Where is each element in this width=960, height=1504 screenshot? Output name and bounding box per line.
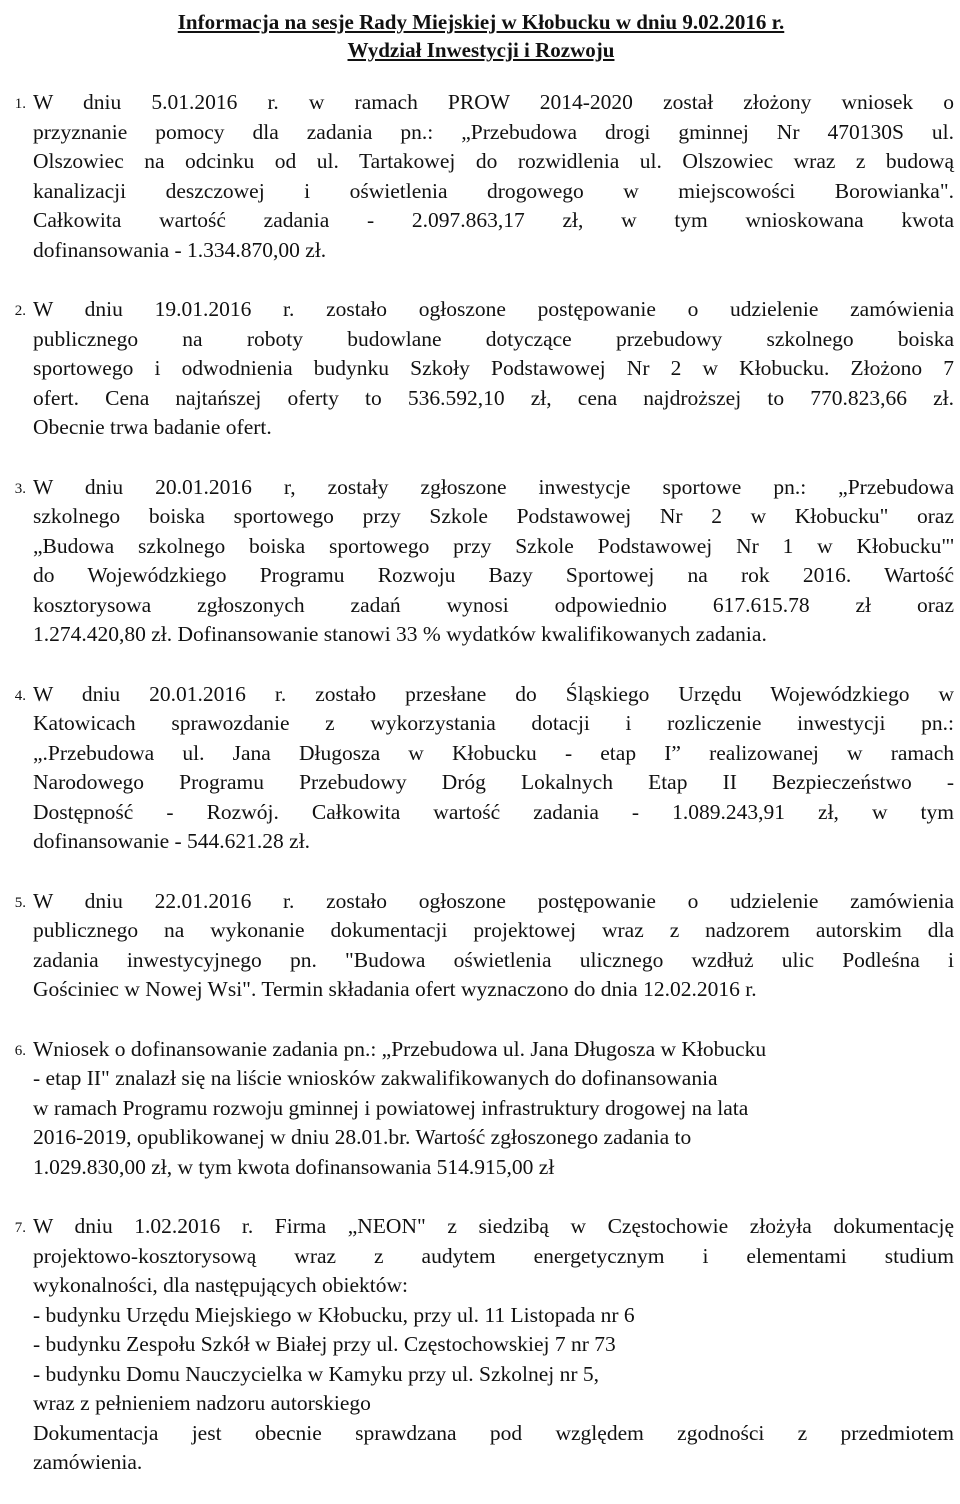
- item-line: Całkowita wartość zadania - 2.097.863,17 zł, w tym wnioskowana kwota: [33, 208, 954, 232]
- item-line: W dniu 5.01.2016 r. w ramach PROW 2014-2020 został złożony wniosek o: [33, 90, 954, 114]
- item-line: sportowego i odwodnienia budynku Szkoły Podstawowej Nr 2 w Kłobucku. Złożono 7: [33, 356, 954, 380]
- item-line: W dniu 20.01.2016 r, zostały zgłoszone inwestycje sportowe pn.: „Przebudowa: [33, 474, 954, 499]
- item-line: Dokumentacja jest obecnie sprawdzana pod względem zgodności z przedmiotem: [33, 1420, 954, 1445]
- item-number: 4.: [14, 687, 26, 704]
- item-line: - budynku Zespołu Szkół w Białej przy ul. Częstochowskiej 7 nr 73: [33, 1332, 616, 1356]
- item-line: do Wojewódzkiego Programu Rozwoju Bazy Sportowej na rok 2016. Wartość: [33, 563, 954, 587]
- document-heading: [71, 8, 891, 64]
- item-line: „Budowa szkolnego boiska sportowego przy Szkole Podstawowej Nr 1 w Kłobucku"': [33, 533, 954, 558]
- list-item: [14, 1212, 954, 1478]
- item-line: Katowicach sprawozdanie z wykorzystania dotacji i rozliczenie inwestycji pn.:: [33, 711, 954, 735]
- item-line: Wniosek o dofinansowanie zadania pn.: „Przebudowa ul. Jana Długosza w Kłobucku: [33, 1036, 767, 1061]
- item-line: Obecnie trwa badanie ofert.: [33, 415, 272, 439]
- item-line: projektowo-kosztorysową wraz z audytem energetycznym i elementami studium: [33, 1243, 954, 1268]
- item-line: W dniu 22.01.2016 r. zostało ogłoszone postępowanie o udzielenie zamówienia: [33, 888, 954, 913]
- item-line: W dniu 19.01.2016 r. zostało ogłoszone postępowanie o udzielenie zamówienia: [33, 297, 954, 321]
- list-item: [14, 473, 954, 650]
- item-line: 1.274.420,80 zł. Dofinansowanie stanowi 33 % wydatków kwalifikowanych zadania.: [33, 622, 767, 646]
- item-line: - budynku Urzędu Miejskiego w Kłobucku, przy ul. 11 Listopada nr 6: [33, 1302, 635, 1327]
- item-line: publicznego na wykonanie dokumentacji projektowej wraz z nadzorem autorskim dla: [33, 918, 954, 942]
- item-line: zamówienia.: [33, 1450, 143, 1474]
- item-line: 1.029.830,00 zł, w tym kwota dofinansowania 514.915,00 zł: [33, 1154, 555, 1179]
- item-line: W dniu 1.02.2016 r. Firma „NEON" z siedzibą w Częstochowie złożyła dokumentację: [33, 1214, 954, 1238]
- items-list: [14, 88, 954, 1478]
- item-line: kanalizacji deszczowej i oświetlenia drogowego w miejscowości Borowianka".: [33, 178, 954, 203]
- item-line: wykonalności, dla następujących obiektów:: [33, 1273, 408, 1297]
- item-number: 1.: [14, 96, 26, 112]
- list-item: [14, 680, 954, 857]
- list-item: [14, 88, 954, 265]
- document-subtitle: Wydział Inwestycji i Rozwoju: [347, 38, 615, 62]
- item-line: dofinansowania - 1.334.870,00 zł.: [33, 237, 327, 262]
- list-item: [14, 1035, 954, 1183]
- item-line: wraz z pełnieniem nadzoru autorskiego: [33, 1391, 371, 1415]
- item-number: 5.: [14, 894, 26, 911]
- document-title: Informacja na sesje Rady Miejskiej w Kłobucku w dniu 9.02.2016 r.: [177, 10, 785, 34]
- item-line: ofert. Cena najtańszej oferty to 536.592,10 zł, cena najdroższej to 770.823,66 zł.: [33, 385, 954, 410]
- item-line: 2016-2019, opublikowanej w dniu 28.01.br. Wartość zgłoszonego zadania to: [33, 1125, 692, 1149]
- item-line: szkolnego boiska sportowego przy Szkole Podstawowej Nr 2 w Kłobucku" oraz: [33, 504, 954, 528]
- item-line: przyznanie pomocy dla zadania pn.: „Przebudowa drogi gminnej Nr 470130S ul.: [33, 119, 954, 144]
- item-number: 7.: [14, 1220, 26, 1236]
- item-line: „.Przebudowa ul. Jana Długosza w Kłobucku - etap I” realizowanej w ramach: [33, 740, 954, 765]
- list-item: [14, 295, 954, 443]
- item-line: Dostępność - Rozwój. Całkowita wartość zadania - 1.089.243,91 zł, w tym: [33, 799, 954, 824]
- item-line: Olszowiec na odcinku od ul. Tartakowej do rozwidlenia ul. Olszowiec wraz z budową: [33, 149, 954, 173]
- list-item: [14, 887, 954, 1005]
- item-number: 2.: [14, 303, 26, 319]
- item-line: Narodowego Programu Przebudowy Dróg Lokalnych Etap II Bezpieczeństwo -: [33, 770, 954, 794]
- item-line: kosztorysowa zgłoszonych zadań wynosi odpowiednio 617.615.78 zł oraz: [33, 592, 954, 617]
- item-line: dofinansowanie - 544.621.28 zł.: [33, 829, 311, 853]
- item-line: - budynku Domu Nauczycielka w Kamyku przy ul. Szkolnej nr 5,: [33, 1361, 600, 1386]
- item-line: Gościniec w Nowej Wsi". Termin składania ofert wyznaczono do dnia 12.02.2016 r.: [33, 977, 757, 1001]
- item-number: 3.: [14, 480, 26, 497]
- item-number: 6.: [14, 1042, 26, 1059]
- item-line: zadania inwestycyjnego pn. "Budowa oświetlenia ulicznego wzdłuż ulic Podleśna i: [33, 947, 954, 972]
- item-line: w ramach Programu rozwoju gminnej i powiatowej infrastruktury drogowej na lata: [33, 1095, 749, 1120]
- item-line: publicznego na roboty budowlane dotyczące przebudowy szkolnego boiska: [33, 326, 954, 351]
- item-line: W dniu 20.01.2016 r. zostało przesłane do Śląskiego Urzędu Wojewódzkiego w: [33, 681, 954, 706]
- item-line: - etap II" znalazł się na liście wniosków zakwalifikowanych do dofinansowania: [33, 1066, 718, 1090]
